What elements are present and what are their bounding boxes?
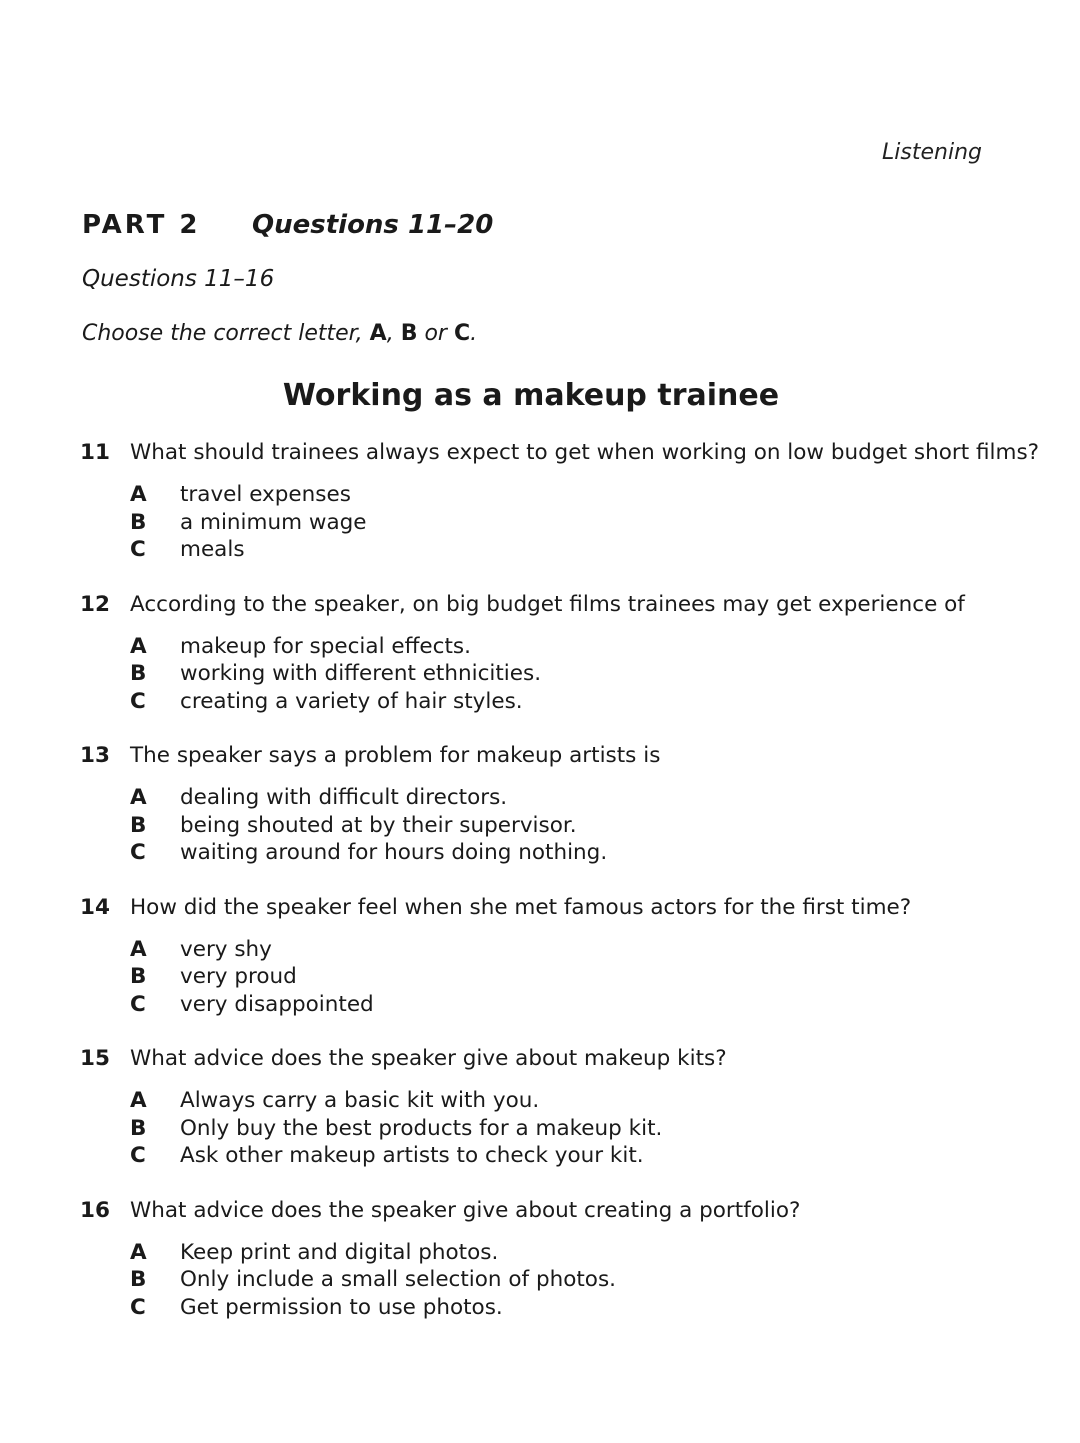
option-text: Keep print and digital photos.: [180, 1239, 499, 1265]
instruction-sep-1: ,: [386, 321, 401, 346]
question-number: 16: [80, 1197, 110, 1223]
instruction-suffix: .: [470, 321, 478, 346]
question-stem: [80, 1046, 1000, 1072]
option-list: [130, 481, 1000, 564]
option-letter: C: [130, 1294, 146, 1320]
option-text: very proud: [180, 964, 297, 989]
section-title: Working as a makeup trainee: [282, 378, 780, 413]
option-letter: B: [130, 509, 147, 535]
option-c: [130, 1142, 1000, 1170]
question-text: According to the speaker, on big budget films trainees may get experience of: [130, 591, 965, 617]
option-text: travel expenses: [180, 482, 351, 507]
option-text: makeup for special effects.: [180, 633, 471, 659]
question-text: What advice does the speaker give about makeup kits?: [130, 1046, 727, 1071]
question-text: How did the speaker feel when she met famous actors for the first time?: [130, 894, 912, 920]
question-stem: [80, 743, 1000, 769]
instruction-letter-a: A: [369, 321, 387, 346]
option-text: Only include a small selection of photos.: [180, 1267, 616, 1292]
option-letter: C: [130, 991, 146, 1017]
instruction-sep-2: or: [417, 321, 454, 346]
part-label: PART 2: [82, 210, 201, 240]
option-letter: C: [130, 840, 146, 865]
question-number: 12: [80, 591, 110, 617]
option-a: [130, 633, 1000, 661]
question-14: [80, 895, 1000, 1019]
question-12: [80, 592, 1000, 716]
option-b: [130, 812, 1000, 840]
option-text: creating a variety of hair styles.: [180, 688, 523, 714]
option-a: [130, 1239, 1000, 1267]
question-text: What should trainees always expect to get when working on low budget short films?: [130, 440, 1040, 465]
option-list: [130, 1239, 1000, 1322]
option-list: [130, 633, 1000, 716]
question-15: [80, 1046, 1000, 1170]
option-text: a minimum wage: [180, 509, 367, 535]
instruction: [82, 321, 477, 346]
question-13: [80, 743, 1000, 867]
option-b: [130, 1266, 1000, 1294]
option-list: [130, 936, 1000, 1019]
question-number: 15: [80, 1046, 110, 1071]
option-letter: B: [130, 1115, 147, 1141]
option-text: Always carry a basic kit with you.: [180, 1088, 540, 1113]
question-stem: [80, 895, 1000, 921]
option-text: being shouted at by their supervisor.: [180, 812, 577, 838]
question-text: The speaker says a problem for makeup artists is: [130, 743, 661, 768]
option-b: [130, 509, 1000, 537]
option-text: dealing with difficult directors.: [180, 785, 508, 810]
sub-question-range: Questions 11–16: [82, 266, 275, 292]
option-letter: A: [130, 936, 147, 962]
question-16: [80, 1198, 1000, 1322]
option-text: Only buy the best products for a makeup kit.: [180, 1115, 663, 1141]
part-heading: [82, 210, 493, 240]
instruction-prefix: Choose the correct letter,: [82, 321, 370, 346]
option-letter: C: [130, 688, 146, 714]
option-letter: B: [130, 1267, 147, 1292]
option-text: waiting around for hours doing nothing.: [180, 840, 608, 865]
option-letter: C: [130, 1143, 146, 1168]
question-list: [80, 440, 1040, 1349]
option-letter: A: [130, 482, 147, 507]
option-text: very disappointed: [180, 991, 374, 1017]
question-stem: [80, 440, 1040, 466]
option-letter: B: [130, 812, 147, 838]
question-number: 14: [80, 894, 110, 920]
question-number: 11: [80, 440, 110, 465]
option-b: [130, 963, 1000, 991]
question-text: What advice does the speaker give about creating a portfolio?: [130, 1197, 801, 1223]
question-stem: [80, 1198, 1000, 1224]
running-head: Listening: [882, 140, 982, 165]
option-c: [130, 991, 1000, 1019]
option-letter: A: [130, 1088, 147, 1113]
option-c: [130, 688, 1000, 716]
option-letter: A: [130, 633, 147, 659]
option-letter: B: [130, 661, 147, 686]
option-c: [130, 1294, 1000, 1322]
option-letter: B: [130, 964, 147, 989]
option-list: [130, 784, 1000, 867]
option-c: [130, 839, 1000, 867]
option-b: [130, 1115, 1000, 1143]
instruction-letter-c: C: [453, 321, 471, 346]
part-question-range: Questions 11–20: [252, 210, 494, 240]
option-b: [130, 660, 1000, 688]
question-number: 13: [80, 743, 110, 768]
option-a: [130, 936, 1000, 964]
option-a: [130, 784, 1000, 812]
option-list: [130, 1087, 1000, 1170]
option-text: Get permission to use photos.: [180, 1294, 503, 1320]
option-a: [130, 1087, 1000, 1115]
option-a: [130, 481, 1000, 509]
option-letter: C: [130, 537, 146, 562]
option-text: working with different ethnicities.: [180, 661, 542, 686]
question-stem: [80, 592, 1000, 618]
option-letter: A: [130, 1239, 147, 1265]
question-11: [80, 440, 1040, 564]
option-text: Ask other makeup artists to check your kit.: [180, 1143, 644, 1168]
option-c: [130, 536, 1000, 564]
option-letter: A: [130, 785, 147, 810]
option-text: very shy: [180, 936, 272, 962]
instruction-letter-b: B: [400, 321, 418, 346]
option-text: meals: [180, 537, 245, 562]
